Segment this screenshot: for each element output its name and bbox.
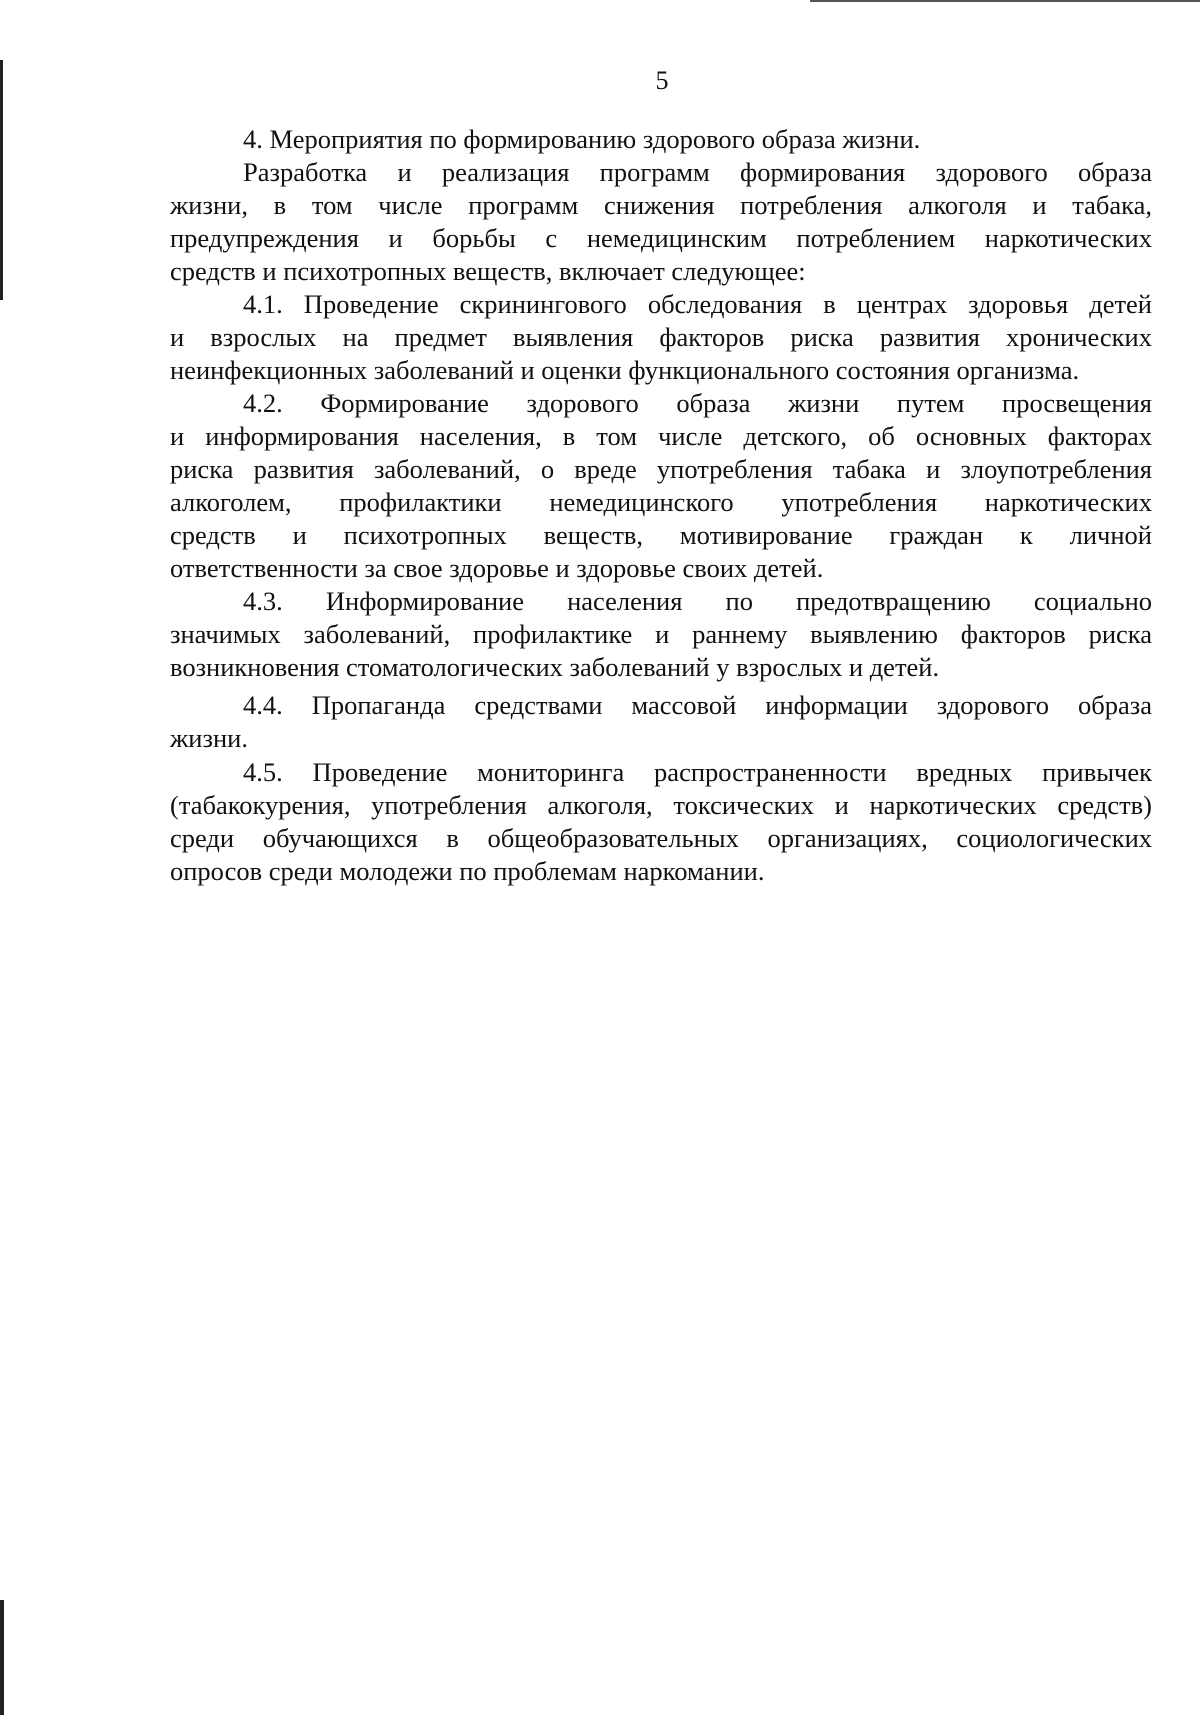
paragraph-line: Разработка и реализация программ формирования здорового образа [243, 157, 1152, 187]
item-4-1-line: неинфекционных заболеваний и оценки функционального состояния организма. [170, 355, 1080, 385]
item-4-2-line: и информирования населения, в том числе детского, об основных факторах [170, 421, 1152, 451]
item-4-2-line: алкоголем, профилактики немедицинского употребления наркотических [170, 487, 1152, 517]
item-4-5-line: (табакокурения, употребления алкоголя, токсических и наркотических средств) [170, 790, 1152, 820]
scan-edge-mark [0, 1600, 4, 1715]
scan-edge-mark [810, 0, 1200, 2]
item-4-4-line: 4.4. Пропаганда средствами массовой информации здорового образа [243, 690, 1152, 720]
section-heading: 4. Мероприятия по формированию здорового образа жизни. [243, 124, 921, 154]
paragraph-line: жизни, в том числе программ снижения потребления алкоголя и табака, [170, 190, 1152, 220]
item-4-2-line: 4.2. Формирование здорового образа жизни путем просвещения [243, 388, 1152, 418]
item-4-5-line: опросов среди молодежи по проблемам наркомании. [170, 856, 765, 886]
item-4-3-line: возникновения стоматологических заболеваний у взрослых и детей. [170, 652, 940, 682]
item-4-1-line: и взрослых на предмет выявления факторов риска развития хронических [170, 322, 1152, 352]
item-4-4-line: жизни. [170, 723, 248, 753]
item-4-2-line: риска развития заболеваний, о вреде употребления табака и злоупотребления [170, 454, 1152, 484]
paragraph-line: предупреждения и борьбы с немедицинским потреблением наркотических [170, 223, 1152, 253]
item-4-2-line: ответственности за свое здоровье и здоровье своих детей. [170, 553, 824, 583]
item-4-3-line: значимых заболеваний, профилактике и раннему выявлению факторов риска [170, 619, 1152, 649]
page-number: 5 [655, 66, 669, 95]
paragraph-line: средств и психотропных веществ, включает следующее: [170, 256, 806, 286]
item-4-5-line: среди обучающихся в общеобразовательных организациях, социологических [170, 823, 1152, 853]
item-4-1-line: 4.1. Проведение скринингового обследования в центрах здоровья детей [243, 289, 1152, 319]
item-4-5-line: 4.5. Проведение мониторинга распространенности вредных привычек [243, 757, 1152, 787]
item-4-3-line: 4.3. Информирование населения по предотвращению социально [243, 586, 1152, 616]
item-4-2-line: средств и психотропных веществ, мотивирование граждан к личной [170, 520, 1152, 550]
scan-edge-mark [0, 60, 3, 300]
